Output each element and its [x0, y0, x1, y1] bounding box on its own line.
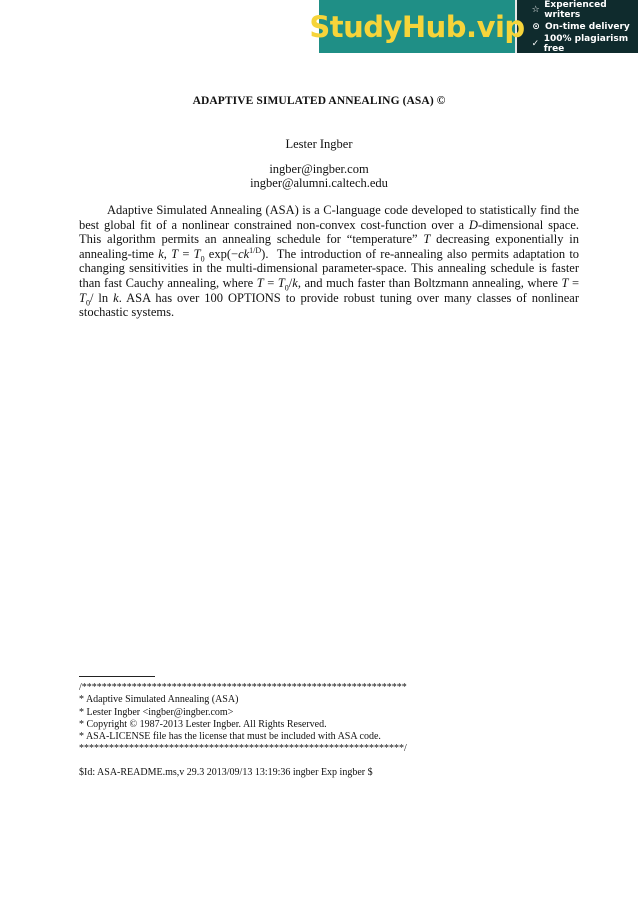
math-subscript: 0: [284, 283, 289, 293]
email-primary[interactable]: ingber@ingber.com: [269, 162, 369, 176]
footnote-line: /*****************************************************************: [79, 682, 407, 693]
document-title: ADAPTIVE SIMULATED ANNEALING (ASA) ©: [192, 95, 446, 107]
footnote-line: * Adaptive Simulated Annealing (ASA): [79, 694, 239, 706]
abstract-text: -dimensional space. This algorithm permits an annealing schedule for “temperature”: [79, 217, 579, 247]
email-secondary[interactable]: ingber@alumni.caltech.edu: [250, 176, 388, 190]
star-icon: ☆: [531, 4, 540, 15]
math-op: /: [89, 290, 94, 305]
footnote-block: [79, 682, 499, 756]
footnote-line: *****************************************************************/: [79, 743, 407, 755]
banner-features: [517, 0, 638, 53]
math-subscript: 0: [200, 254, 205, 264]
math-var: T: [423, 232, 431, 247]
banner-feature-label: On-time delivery: [545, 21, 630, 32]
math-var: k: [113, 290, 119, 305]
footnote-line: * ASA-LICENSE file has the license that must be included with ASA code.: [79, 731, 381, 743]
abstract-text: . ASA has over 100 OPTIONS to provide robust tuning over many classes of nonlinear stochastic systems.: [79, 290, 579, 320]
math-op: ln: [98, 290, 109, 305]
math-var: k: [158, 246, 164, 261]
banner-feature-label: 100% plagiarism free: [543, 33, 629, 54]
math-var: T: [171, 246, 179, 261]
math-var: T: [277, 275, 285, 290]
studyhub-banner[interactable]: [309, 0, 638, 54]
math-superscript: 1/D: [249, 245, 262, 255]
abstract-text: ,: [163, 246, 167, 261]
rcs-id-line: $Id: ASA-README.ms,v 29.3 2013/09/13 13:19:36 ingber Exp ingber $: [79, 767, 373, 778]
math-var: T: [193, 246, 201, 261]
banner-feature-writers: [531, 0, 638, 20]
math-var: T: [561, 275, 569, 290]
math-op: ).: [261, 246, 269, 261]
banner-feature-delivery: [531, 22, 638, 32]
author-name: Lester Ingber: [285, 137, 353, 151]
abstract-text: The introduction of re-annealing also permits adaptation to changing sensitivities in the multi-dimensional parameter-space. This annealing schedule is faster than fast Cauchy annealing, where: [79, 246, 580, 290]
math-var: k: [292, 275, 298, 290]
math-op: /: [288, 275, 293, 290]
abstract-text: , and much faster than Boltzmann annealing, where: [297, 275, 558, 290]
footnote-rule: [79, 676, 155, 677]
math-op: =: [182, 246, 190, 261]
math-subscript: 0: [85, 298, 90, 308]
math-op: =: [571, 275, 580, 290]
math-op: exp(−: [208, 246, 239, 261]
clock-icon: ⊙: [532, 21, 540, 32]
abstract-paragraph: [79, 203, 579, 320]
footnote-line: * Lester Ingber <ingber@ingber.com>: [79, 706, 234, 718]
abstract-text: decreasing exponentially in annealing-time: [79, 232, 580, 261]
banner-feature-label: Experienced writers: [544, 0, 607, 20]
math-var: T: [256, 275, 264, 290]
footnote-line: * Copyright © 1987-2013 Lester Ingber. All Rights Reserved.: [79, 718, 327, 730]
check-doc-icon: ✓: [531, 38, 540, 49]
author-emails: [0, 162, 638, 190]
math-var: D: [468, 217, 478, 232]
math-op: =: [267, 275, 275, 290]
banner-feature-plagiarism: [531, 34, 638, 54]
math-var: T: [79, 290, 86, 305]
abstract-text: Adaptive Simulated Annealing (ASA) is a C-language code developed to statistically find the best global fit of a nonlinear constrained non-convex cost-function over a: [79, 203, 579, 232]
math-var: ck: [238, 246, 250, 261]
studyhub-logo[interactable]: StudyHub.vip: [319, 0, 517, 53]
